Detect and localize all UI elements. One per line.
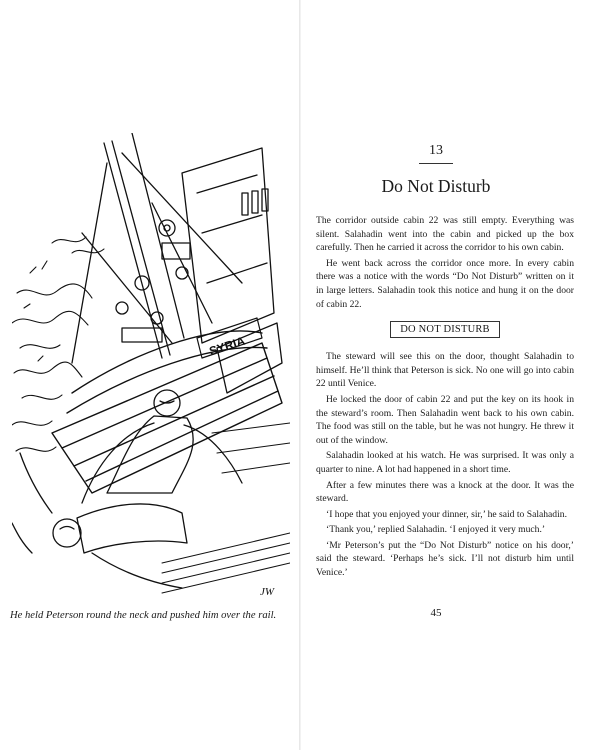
- paragraph: ‘Mr Peterson’s put the “Do Not Disturb” notice on his door,’ said the steward. ‘Perhaps he’s sick. I’ll not disturb him until Venice.’: [316, 539, 574, 579]
- paragraph: ‘I hope that you enjoyed your dinner, sir,’ he said to Salahadin.: [326, 508, 567, 520]
- paragraph: Salahadin looked at his watch. He was surprised. It was only a quarter to nine. A lot had happened in a short time.: [316, 450, 574, 475]
- paragraph: After a few minutes there was a knock at the door. It was the steward.: [316, 479, 574, 505]
- paragraph: The steward will see this on the door, thought Salahadin to himself. He’ll think that Peterson is sick. No one will go into cabin 22 until Venice.: [316, 351, 574, 390]
- page-number: 45: [430, 607, 442, 619]
- paragraph: He locked the door of cabin 22 and put the key on its hook in the steward’s room. Then Salahadin went back to his own cabin. The food was still on the table, but he was not hungry. He threw it out of the window.: [316, 393, 574, 446]
- deck-planks: [162, 423, 290, 593]
- illustration-caption: He held Peterson round the neck and pushed him over the rail.: [10, 610, 277, 621]
- left-page: [0, 0, 299, 750]
- ship-deck-illustration: [12, 133, 290, 603]
- crane-rigging: [72, 133, 242, 363]
- paragraph: The corridor outside cabin 22 was still empty. Everything was silent. Salahadin went into the cabin and picked up the box carefully. Then he carried it across the corridor to his own cabin.: [316, 215, 574, 254]
- chapter-number-rule: [419, 163, 453, 164]
- paragraph: He went back across the corridor once more. In every cabin there was a notice with the words “Do Not Disturb” written on it in large letters. Salahadin took this notice and hung it on the door of cabin 22.: [316, 257, 574, 310]
- ship-hull: [52, 331, 282, 493]
- paragraph: ‘Thank you,’ replied Salahadin. ‘I enjoyed it very much.’: [326, 524, 546, 536]
- sea-waves: [12, 237, 104, 451]
- do-not-disturb-notice: DO NOT DISTURB: [390, 321, 500, 338]
- artist-signature: JW: [260, 586, 275, 598]
- ship-name-label: SYRIA: [207, 333, 247, 359]
- right-page: [301, 0, 600, 750]
- chapter-title: Do Not Disturb: [381, 176, 491, 196]
- chapter-body: [316, 214, 574, 582]
- chapter-number: 13: [429, 143, 443, 158]
